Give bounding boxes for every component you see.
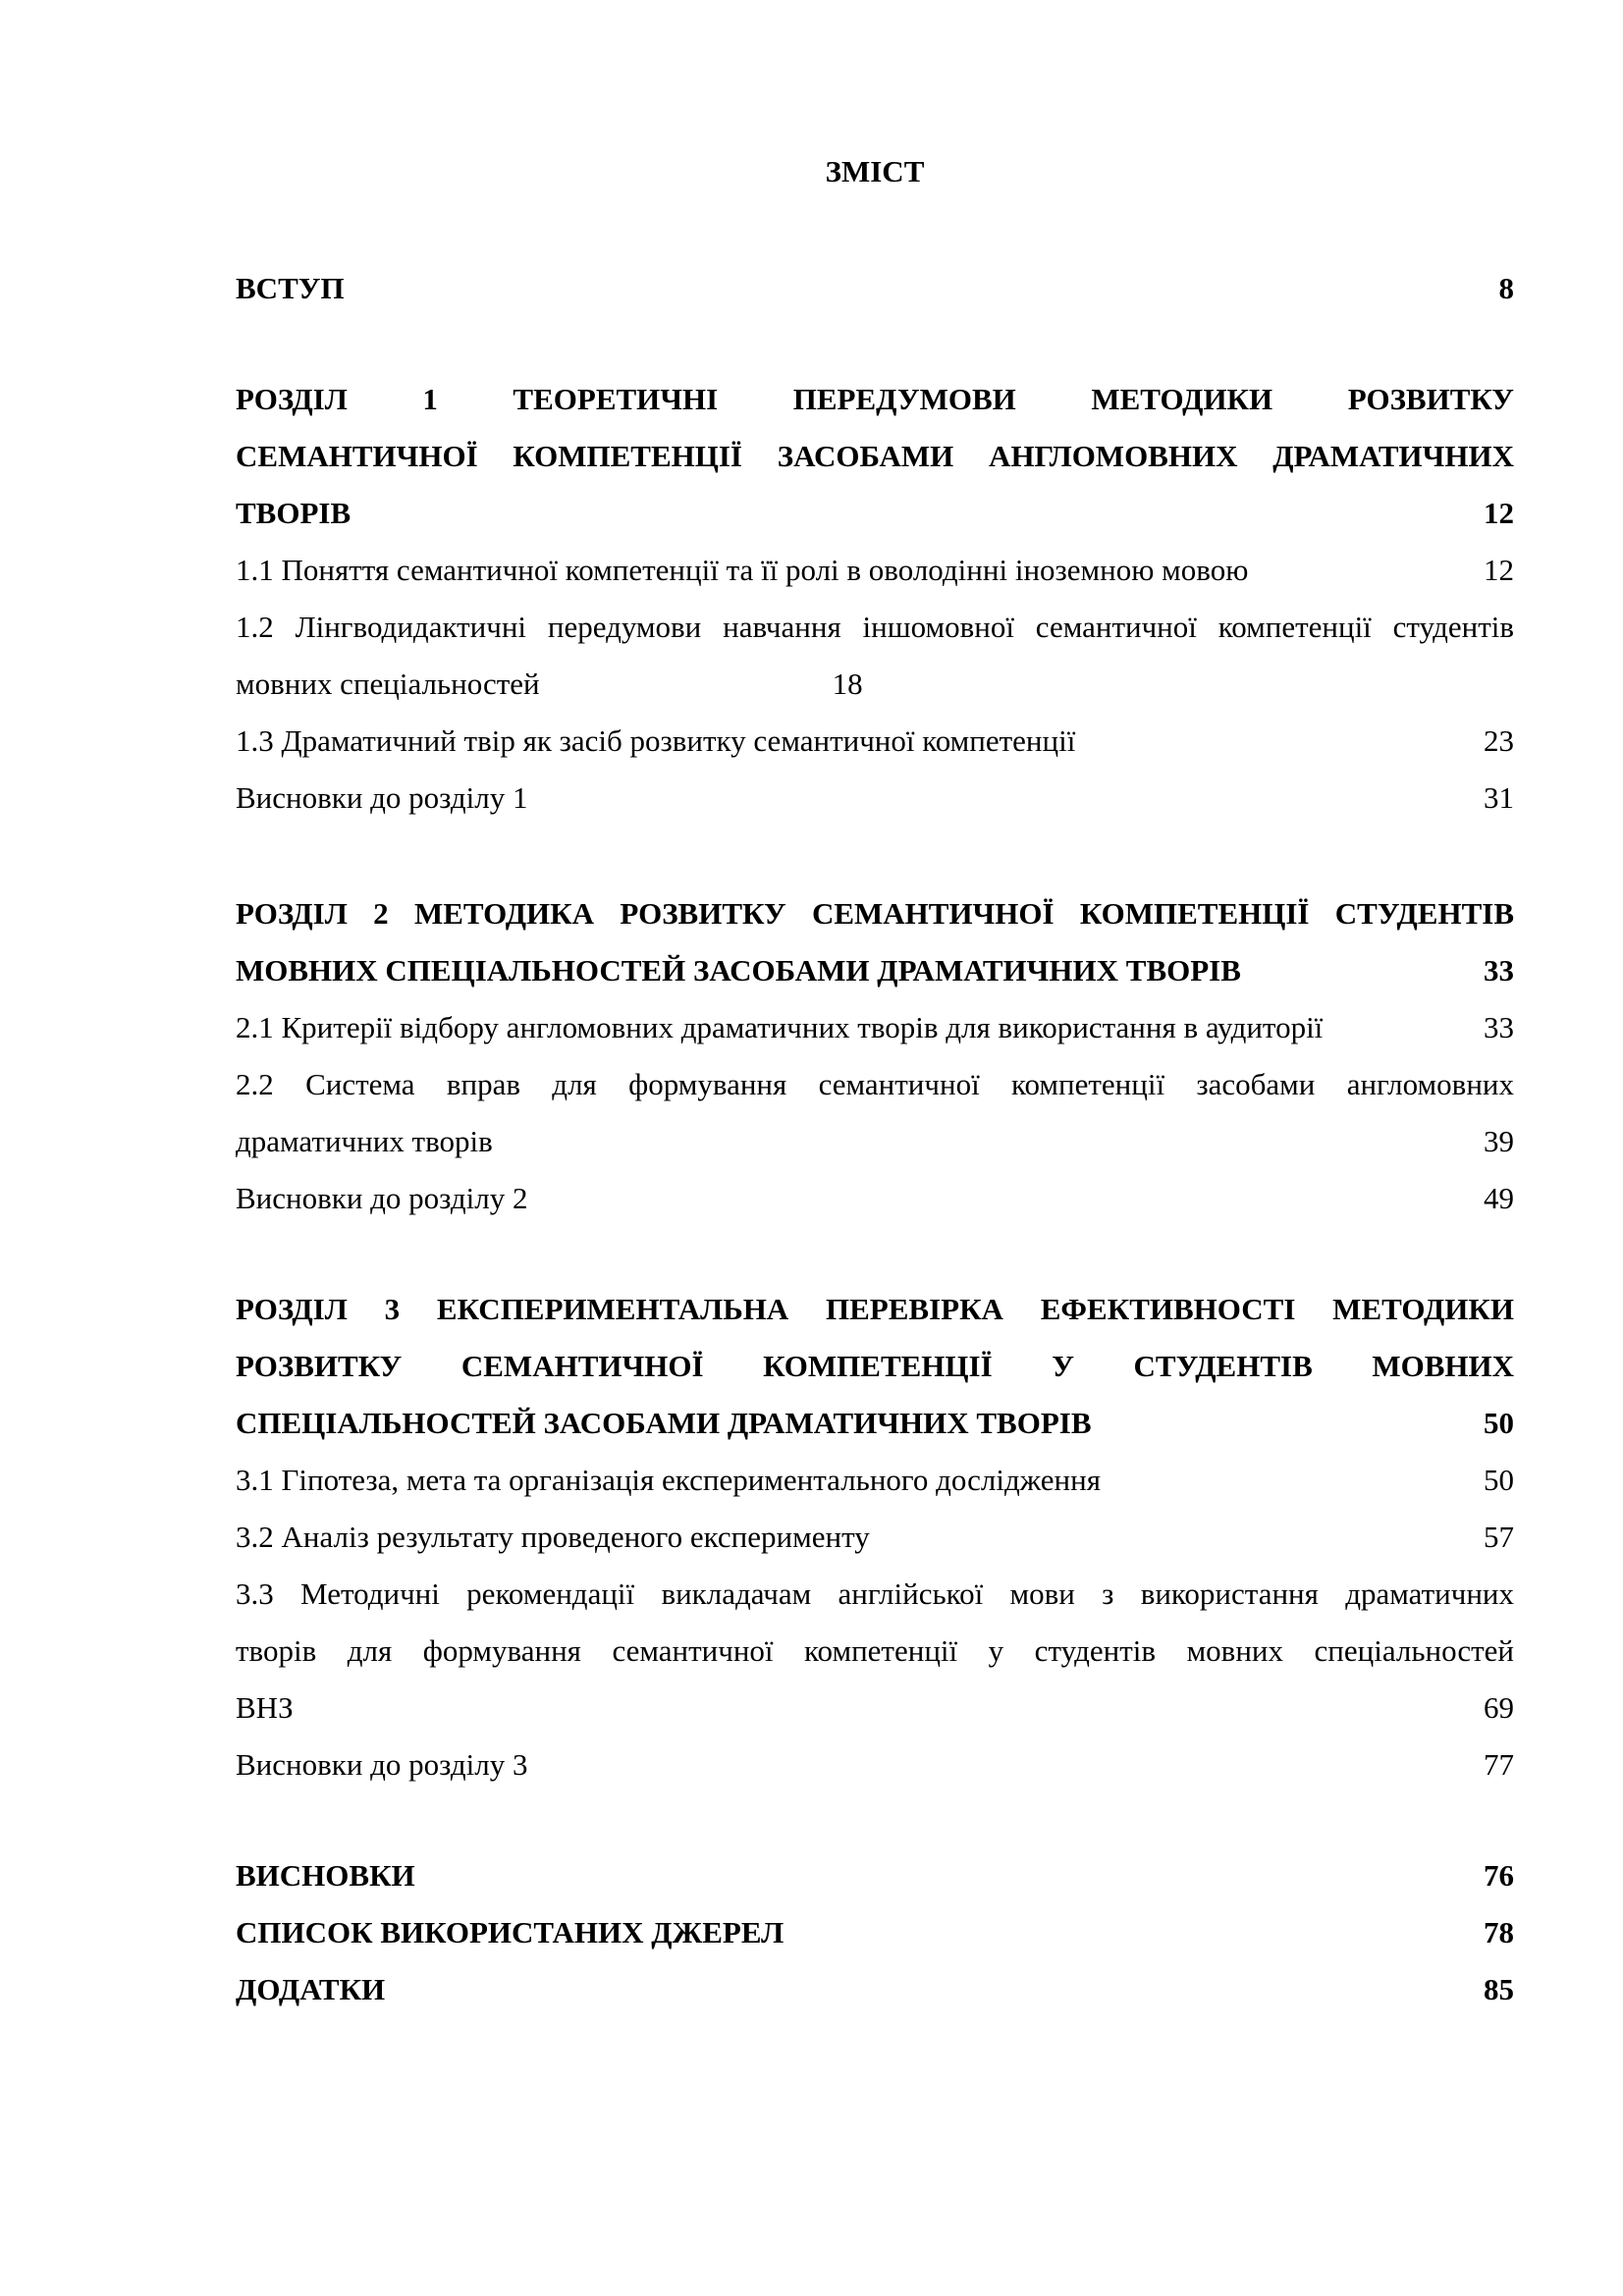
toc-entry-2-2-line-2[interactable] — [236, 1113, 1514, 1170]
toc-page-number: 39 — [1484, 1113, 1514, 1170]
toc-entry-intro[interactable] — [236, 260, 1514, 317]
toc-entry-3-conclusion[interactable] — [236, 1736, 1514, 1793]
toc-entry-references[interactable] — [236, 1904, 1514, 1961]
toc-entry-text: ДОДАТКИ — [236, 1972, 386, 2006]
toc-entry-text: 1.3 Драматичний твір як засіб розвитку семантичної компетенції — [236, 723, 1076, 758]
toc-intro — [236, 260, 1514, 317]
toc-entry-1-2-line-2[interactable] — [236, 656, 1514, 713]
toc-page-number: 8 — [1499, 260, 1515, 317]
heading-word: ПЕРЕДУМОВИ — [792, 382, 1016, 416]
toc-page-number: 78 — [1484, 1904, 1514, 1961]
toc-page-number: 50 — [1484, 1395, 1514, 1452]
toc-entry-text: МОВНИХ СПЕЦІАЛЬНОСТЕЙ ЗАСОБАМИ ДРАМАТИЧНИХ ТВОРІВ — [236, 953, 1241, 988]
toc-page-number: 49 — [1484, 1170, 1514, 1227]
toc-page-number: 12 — [1484, 542, 1514, 599]
toc-page-number: 76 — [1484, 1847, 1514, 1904]
toc-entry-2-1[interactable] — [236, 999, 1514, 1056]
chapter-2-heading-line-2[interactable] — [236, 942, 1514, 999]
toc-chapter-1 — [236, 371, 1514, 827]
chapter-3-heading-line-1[interactable]: РОЗДІЛ 3 ЕКСПЕРИМЕНТАЛЬНА ПЕРЕВІРКА ЕФЕКТИВНОСТІ МЕТОДИКИ — [236, 1292, 1514, 1326]
heading-word: РОЗДІЛ 1 — [236, 382, 438, 416]
toc-page-number: 31 — [1484, 770, 1514, 827]
toc-end-matter — [236, 1847, 1514, 2018]
toc-entry-text: драматичних творів — [236, 1124, 493, 1158]
toc-page-number: 77 — [1484, 1736, 1514, 1793]
toc-entry-2-conclusion[interactable] — [236, 1170, 1514, 1227]
toc-entry-text: СПИСОК ВИКОРИСТАНИХ ДЖЕРЕЛ — [236, 1915, 791, 1949]
toc-page-number: 18 — [832, 667, 863, 701]
toc-page-number: 50 — [1484, 1452, 1514, 1509]
toc-page-number: 33 — [1484, 999, 1514, 1056]
toc-entry-3-3-line-3[interactable] — [236, 1680, 1514, 1736]
toc-entry-1-1[interactable] — [236, 542, 1514, 599]
toc-entry-text: Висновки до розділу 1 — [236, 780, 528, 815]
heading-word: МЕТОДИКИ — [1091, 382, 1273, 416]
chapter-1-heading-line-3[interactable] — [236, 485, 1514, 542]
chapter-3-heading-line-2[interactable]: РОЗВИТКУ СЕМАНТИЧНОЇ КОМПЕТЕНЦІЇ У СТУДЕНТІВ МОВНИХ — [236, 1349, 1514, 1383]
toc-entry-1-2-line-1[interactable]: 1.2 Лінгводидактичні передумови навчання іншомовної семантичної компетенції студентів — [236, 610, 1514, 644]
toc-entry-3-2[interactable] — [236, 1509, 1514, 1566]
toc-entry-2-2-line-1[interactable]: 2.2 Система вправ для формування семантичної компетенції засобами англомовних — [236, 1067, 1514, 1101]
chapter-3-heading-line-3[interactable] — [236, 1395, 1514, 1452]
toc-chapter-3 — [236, 1281, 1514, 1793]
toc-title: ЗМІСТ — [825, 154, 925, 188]
chapter-1-heading-line-2[interactable]: СЕМАНТИЧНОЇ КОМПЕТЕНЦІЇ ЗАСОБАМИ АНГЛОМОВНИХ ДРАМАТИЧНИХ — [236, 439, 1514, 473]
toc-entry-3-3-line-1[interactable]: 3.3 Методичні рекомендації викладачам англійської мови з використання драматичних — [236, 1576, 1514, 1611]
toc-entry-conclusions[interactable] — [236, 1847, 1514, 1904]
toc-chapter-2 — [236, 885, 1514, 1227]
toc-entry-text: 3.1 Гіпотеза, мета та організація експериментального дослідження — [236, 1463, 1101, 1497]
toc-entry-text: ТВОРІВ — [236, 496, 352, 530]
toc-entry-text: Висновки до розділу 2 — [236, 1181, 528, 1215]
toc-page-number: 23 — [1484, 713, 1514, 770]
toc-entry-3-3-line-2[interactable]: творів для формування семантичної компетенції у студентів мовних спеціальностей — [236, 1633, 1514, 1668]
toc-page-number: 85 — [1484, 1961, 1514, 2018]
toc-entry-text: 1.1 Поняття семантичної компетенції та її ролі в оволодінні іноземною мовою — [236, 553, 1249, 587]
toc-entry-text: 3.2 Аналіз результату проведеного експерименту — [236, 1520, 870, 1554]
toc-page-number: 69 — [1484, 1680, 1514, 1736]
toc-entry-3-1[interactable] — [236, 1452, 1514, 1509]
toc-page-number: 33 — [1484, 942, 1514, 999]
toc-entry-text: ВИСНОВКИ — [236, 1858, 415, 1893]
heading-word: ТЕОРЕТИЧНІ — [513, 382, 719, 416]
toc-entry-appendices[interactable] — [236, 1961, 1514, 2018]
toc-entry-1-conclusion[interactable] — [236, 770, 1514, 827]
toc-entry-text: 2.1 Критерії відбору англомовних драматичних творів для використання в аудиторії — [236, 1010, 1324, 1044]
chapter-2-heading-line-1[interactable]: РОЗДІЛ 2 МЕТОДИКА РОЗВИТКУ СЕМАНТИЧНОЇ КОМПЕТЕНЦІЇ СТУДЕНТІВ — [236, 896, 1514, 931]
toc-entry-text: Висновки до розділу 3 — [236, 1747, 528, 1782]
toc-entry-text: СПЕЦІАЛЬНОСТЕЙ ЗАСОБАМИ ДРАМАТИЧНИХ ТВОРІВ — [236, 1406, 1092, 1440]
toc-entry-text: ВСТУП — [236, 271, 345, 305]
toc-entry-text: ВНЗ — [236, 1690, 294, 1725]
chapter-1-heading-line-1[interactable] — [236, 371, 1514, 428]
heading-word: РОЗВИТКУ — [1347, 382, 1514, 416]
toc-page-number: 57 — [1484, 1509, 1514, 1566]
toc-entry-1-3[interactable] — [236, 713, 1514, 770]
toc-page-number: 12 — [1484, 485, 1514, 542]
toc-entry-text: мовних спеціальностей — [236, 667, 540, 701]
